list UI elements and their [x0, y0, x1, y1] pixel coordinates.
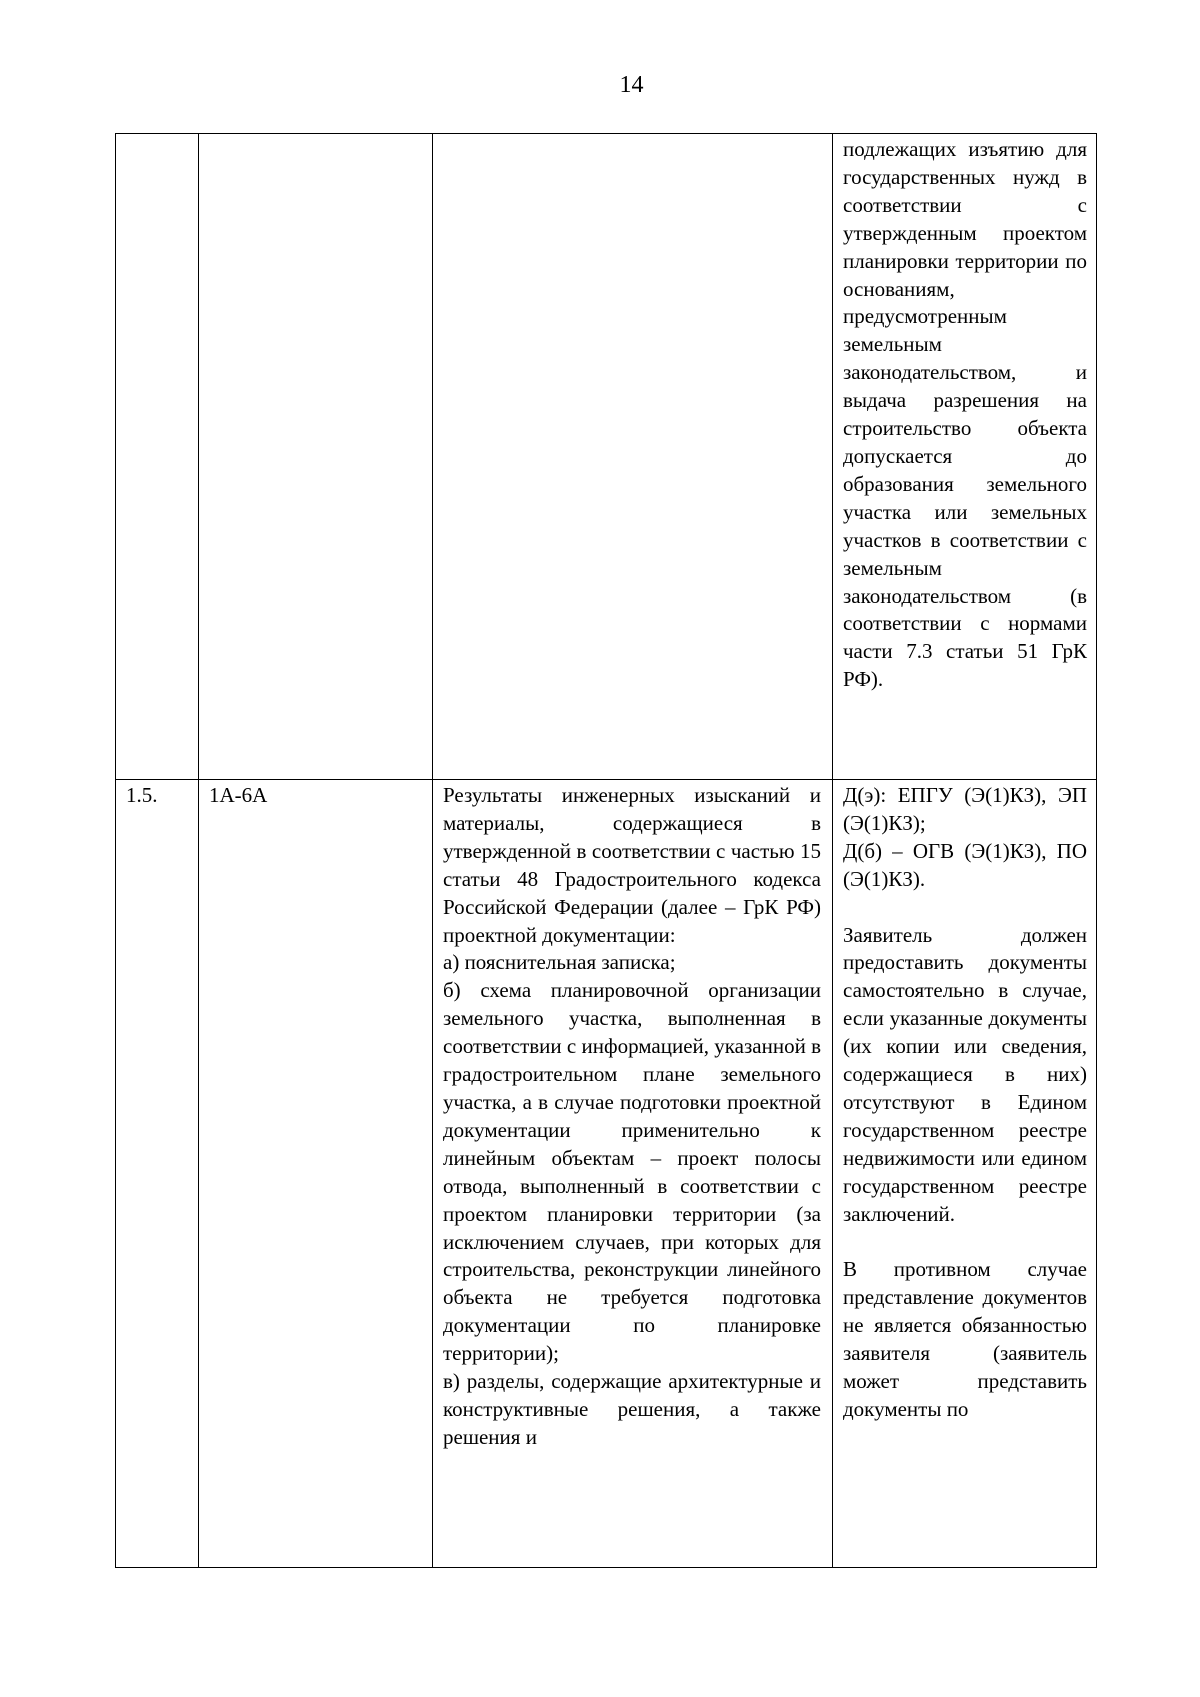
- notes-paragraph: Заявитель должен предоставить документы самостоятельно в случае, если указанные документы (их копии или сведения, содержащиеся в них) отсутствуют в Едином государственном реестре недвижимости или едином государственном реестре заключений.: [843, 922, 1087, 1226]
- description-item: б) схема планировочной организации земельного участка, выполненная в соответствии с информацией, указанной в градостроительном плане земельного участка, а в случае подготовки проектной документации применительно к линейным объектам – проект полосы отвода, выполненный в соответствии с проектом планировки территории (за исключением случаев, при которых для строительства, реконструкции линейного объекта не требуется подготовка документации по планировке территории);: [443, 978, 821, 1366]
- description-paragraph: Результаты инженерных изысканий и материалы, содержащиеся в утвержденной в соответствии с частью 15 статьи 48 Градостроительного кодекса Российской Федерации (далее – ГрК РФ) проектной документации:: [443, 783, 821, 947]
- table-row: [116, 134, 1097, 780]
- row-description-cell: [433, 780, 833, 1568]
- row-description-cell: [433, 134, 833, 780]
- row-notes-cell: [833, 134, 1097, 780]
- row-notes-cell: [833, 780, 1097, 1568]
- table-row: [116, 780, 1097, 1568]
- row-number-cell: [116, 134, 199, 780]
- notes-paragraph: Д(э): ЕПГУ (Э(1)КЗ), ЭП (Э(1)КЗ);: [843, 783, 1087, 835]
- requirements-table: [115, 133, 1097, 1568]
- page-number: 14: [619, 72, 644, 98]
- paragraph-gap: [843, 1228, 1087, 1256]
- row-number-cell: 1.5.: [116, 780, 199, 1568]
- description-item: в) разделы, содержащие архитектурные и конструктивные решения, а также решения и: [443, 1369, 821, 1449]
- row-code-cell: 1А-6А: [199, 780, 433, 1568]
- notes-paragraph: Д(б) – ОГВ (Э(1)КЗ), ПО (Э(1)КЗ).: [843, 838, 1087, 891]
- notes-paragraph: подлежащих изъятию для государственных нужд в соответствии с утвержденным проектом планировки территории по основаниям, предусмотренным земельным законодательством, и выдача разрешения на строительство объекта допускается до образования земельного участка или земельных участков в соответствии с земельным законодательством (в соответствии с нормами части 7.3 статьи 51 ГрК РФ).: [843, 137, 1087, 692]
- notes-paragraph: В противном случае представление документов не является обязанностью заявителя (заявитель может представить документы по: [843, 1257, 1087, 1421]
- paragraph-gap: [843, 894, 1087, 922]
- description-item: а) пояснительная записка;: [443, 950, 676, 975]
- row-code-cell: [199, 134, 433, 780]
